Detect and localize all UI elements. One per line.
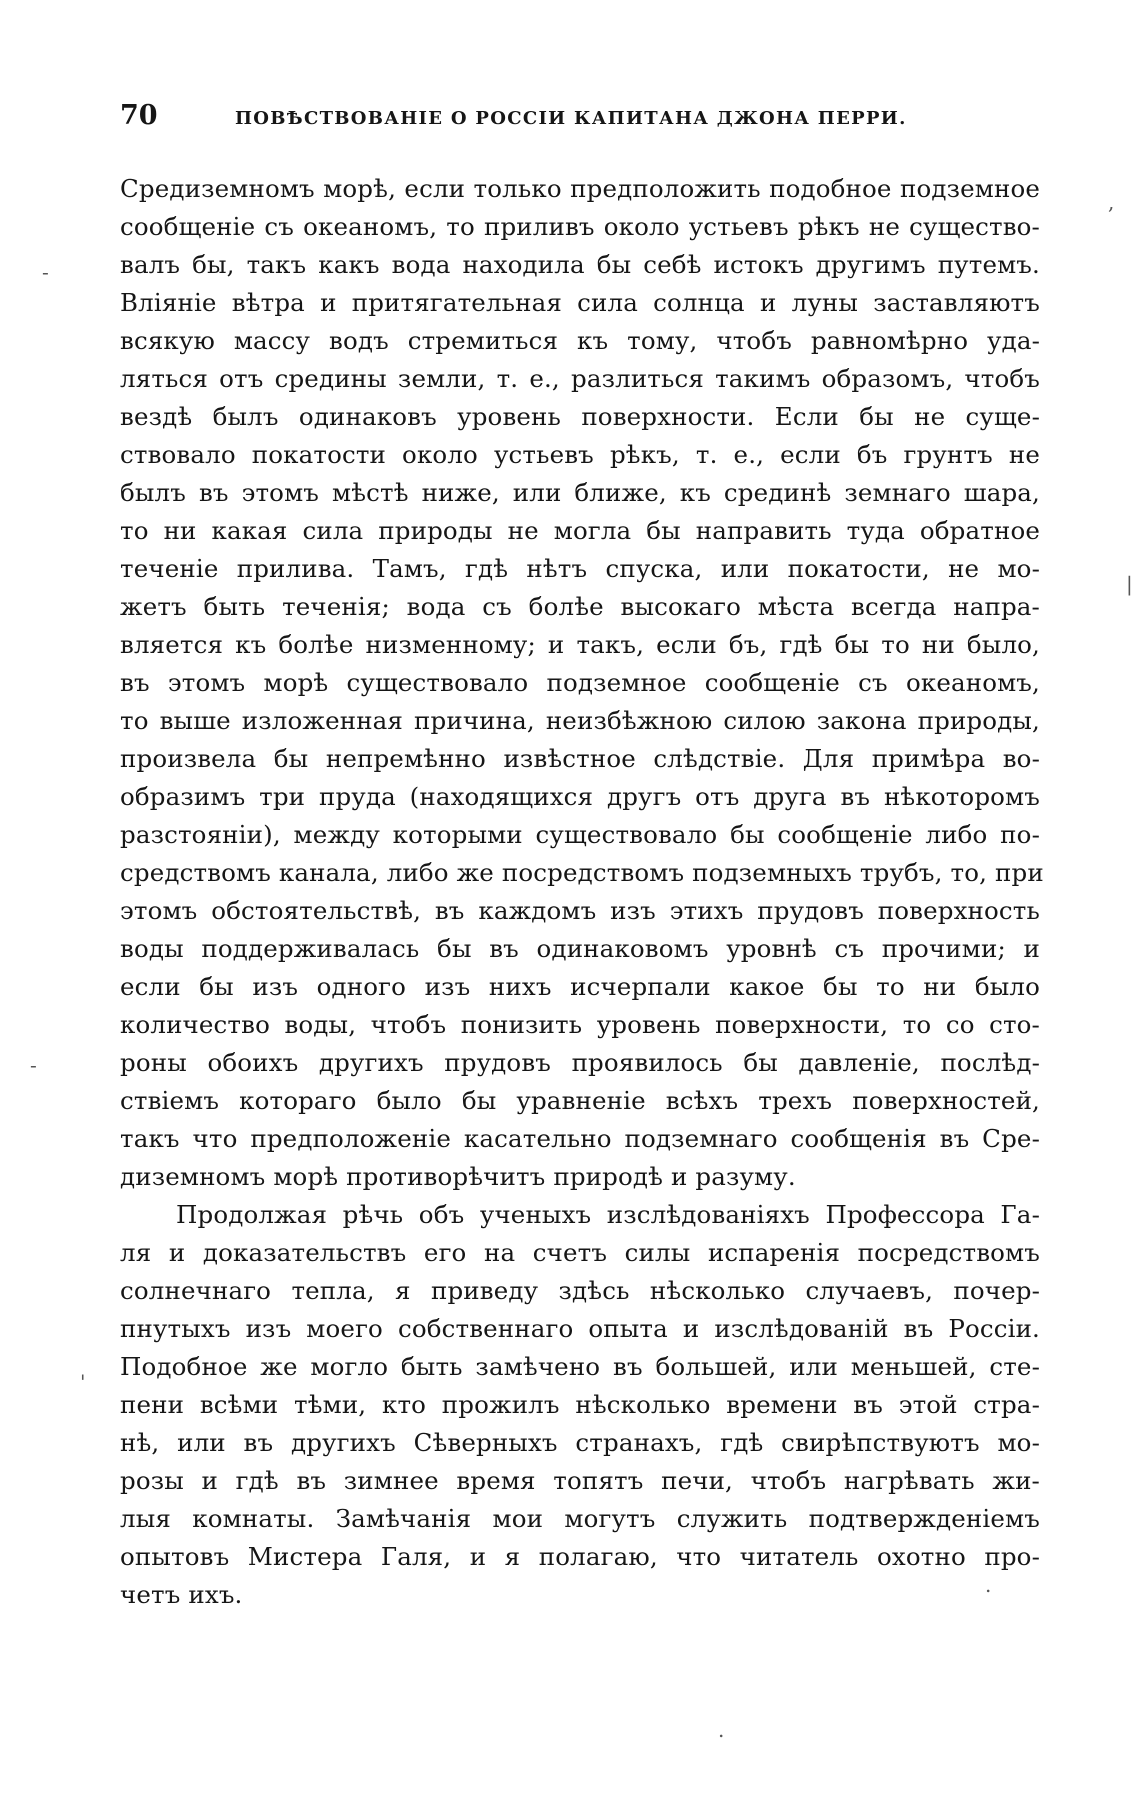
text-line: этомъ обстоятельствѣ, въ каждомъ изъ этихъ прудовъ поверхность — [120, 896, 1040, 925]
text-line: вездѣ былъ одинаковъ уровень поверхности. Если бы не суще- — [120, 402, 1040, 431]
text-line: солнечнаго тепла, я приведу здѣсь нѣсколько случаевъ, почер- — [120, 1276, 1040, 1305]
page-number: 70 — [120, 100, 158, 131]
text-line: Средиземномъ морѣ, если только предположить подобное подземное — [120, 174, 1040, 203]
text-line: розы и гдѣ въ зимнее время топятъ печи, чтобъ нагрѣвать жи- — [120, 1466, 1040, 1495]
text-line: пнутыхъ изъ моего собственнаго опыта и изслѣдованій въ Россіи. — [120, 1314, 1040, 1343]
text-line: въ этомъ морѣ существовало подземное сообщеніе съ океаномъ, — [120, 668, 1040, 697]
text-line: Вліяніе вѣтра и притягательная сила солнца и луны заставляютъ — [120, 288, 1040, 317]
text-line: былъ въ этомъ мѣстѣ ниже, или ближе, къ срединѣ земнаго шара, — [120, 478, 1040, 507]
scan-speck-mark: ' — [80, 1370, 86, 1394]
text-line: то ни какая сила природы не могла бы направить туда обратное — [120, 516, 1040, 545]
text-line: ствіемъ котораго было бы уравненіе всѣхъ трехъ поверхностей, — [120, 1086, 1040, 1115]
page-header — [120, 98, 1040, 138]
text-line: ствовало покатости около устьевъ рѣкъ, т. е., если бъ грунтъ не — [120, 440, 1040, 469]
text-line: нѣ, или въ другихъ Сѣверныхъ странахъ, гдѣ свирѣпствуютъ мо- — [120, 1428, 1040, 1457]
text-line: разстояніи), между которыми существовало бы сообщеніе либо по- — [120, 820, 1040, 849]
running-head: ПОВѢСТВОВАНІЕ О РОССІИ КАПИТАНА ДЖОНА ПЕРРИ. — [235, 108, 907, 129]
text-line: Продолжая рѣчь объ ученыхъ изслѣдованіяхъ Профессора Га- — [176, 1200, 1040, 1229]
text-line: воды поддерживалась бы въ одинаковомъ уровнѣ съ прочими; и — [120, 934, 1040, 963]
paragraph-1 — [120, 170, 1044, 1196]
text-line: ляться отъ средины земли, т. е., разлиться такимъ образомъ, чтобъ — [120, 364, 1040, 393]
text-line: теченіе прилива. Тамъ, гдѣ нѣтъ спуска, или покатости, не мо- — [120, 554, 1040, 583]
text-line: жетъ быть теченія; вода съ болѣе высокаго мѣста всегда напра- — [120, 592, 1040, 621]
text-line: четъ ихъ. — [120, 1580, 243, 1609]
text-line: Подобное же могло быть замѣчено въ большей, или меньшей, сте- — [120, 1352, 1040, 1381]
text-line: опытовъ Мистера Галя, и я полагаю, что читатель охотно про- — [120, 1542, 1040, 1571]
text-line: всякую массу водъ стремиться къ тому, чтобъ равномѣрно уда- — [120, 326, 1040, 355]
scan-speck-mark: . — [718, 1718, 725, 1742]
text-line: пени всѣми тѣми, кто прожилъ нѣсколько времени въ этой стра- — [120, 1390, 1040, 1419]
scan-speck-mark: - — [30, 1053, 37, 1077]
text-line: ля и доказательствъ его на счетъ силы испаренія посредствомъ — [120, 1238, 1040, 1267]
text-line: диземномъ морѣ противорѣчитъ природѣ и разуму. — [120, 1162, 796, 1191]
scan-speck-mark: - — [42, 260, 49, 284]
scan-speck-mark: | — [1126, 572, 1133, 596]
text-line: сообщеніе съ океаномъ, то приливъ около устьевъ рѣкъ не существо- — [120, 212, 1040, 241]
text-line: средствомъ канала, либо же посредствомъ подземныхъ трубъ, то, при — [120, 858, 1044, 887]
text-line: валъ бы, такъ какъ вода находила бы себѣ истокъ другимъ путемъ. — [120, 250, 1040, 279]
scan-speck-mark: . — [985, 1573, 992, 1597]
text-line: количество воды, чтобъ понизить уровень поверхности, то со сто- — [120, 1010, 1040, 1039]
text-line: лыя комнаты. Замѣчанія мои могутъ служить подтвержденіемъ — [120, 1504, 1040, 1533]
body-text — [120, 170, 1044, 1614]
text-line: произвела бы непремѣнно извѣстное слѣдствіе. Для примѣра во- — [120, 744, 1040, 773]
text-line: роны обоихъ другихъ прудовъ проявилось бы давленіе, послѣд- — [120, 1048, 1040, 1077]
text-line: образимъ три пруда (находящихся другъ отъ друга въ нѣкоторомъ — [120, 782, 1040, 811]
scan-speck-mark: , — [1108, 190, 1115, 214]
paragraph-2 — [120, 1196, 1040, 1614]
text-line: вляется къ болѣе низменному; и такъ, если бъ, гдѣ бы то ни было, — [120, 630, 1040, 659]
text-line: то выше изложенная причина, неизбѣжною силою закона природы, — [120, 706, 1040, 735]
text-line: такъ что предположеніе касательно подземнаго сообщенія въ Сре- — [120, 1124, 1040, 1153]
text-line: если бы изъ одного изъ нихъ исчерпали какое бы то ни было — [120, 972, 1040, 1001]
